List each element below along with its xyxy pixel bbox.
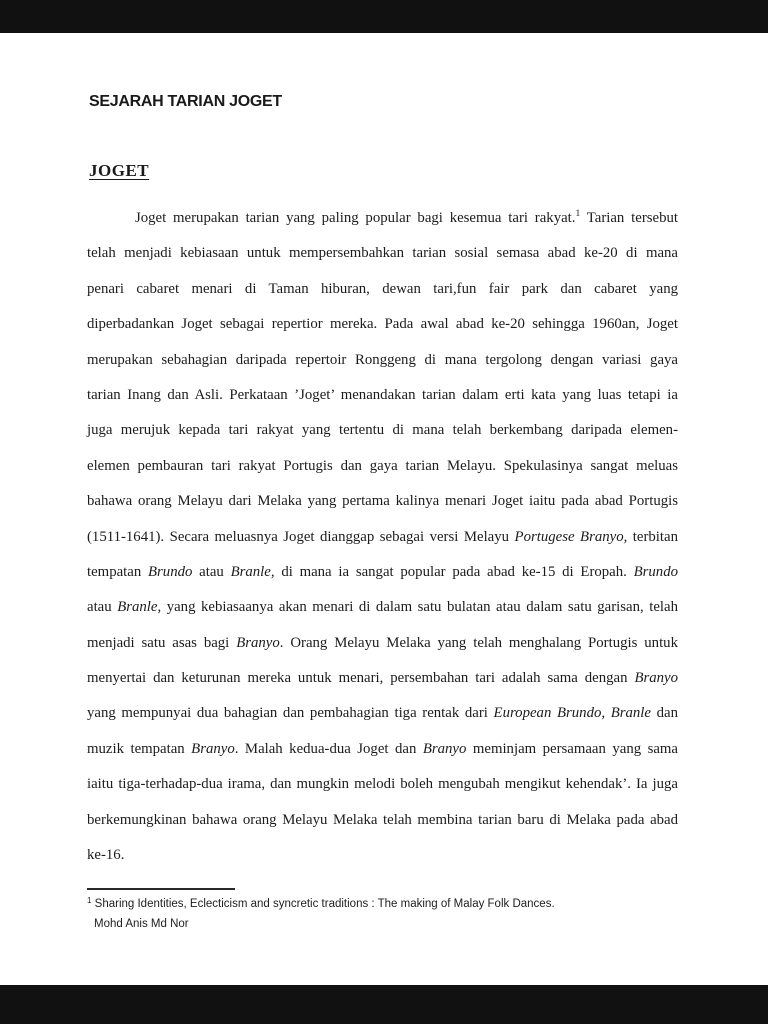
italic-text: Brundo: [633, 563, 679, 580]
footnote-marker: 1: [87, 896, 92, 905]
text-segment: yang mempunyai dua bahagian dan pembahagian tiga rentak dari: [87, 705, 494, 722]
text-line: [87, 803, 678, 838]
text-line: [87, 201, 678, 236]
text-segment: . Malah kedua-dua Joget dan: [234, 740, 423, 757]
italic-text: Branle,: [117, 599, 162, 616]
text-line: [87, 413, 678, 448]
text-segment: tarian Inang dan Asli. Perkataan ’Joget’ menandakan tarian dalam erti kata yang luas tetapi ia: [87, 386, 678, 403]
text-line: [87, 661, 678, 696]
text-line: [87, 696, 678, 731]
italic-text: Branle,: [230, 563, 275, 580]
text-segment: terbitan: [627, 528, 678, 545]
footnote-author: Mohd Anis Md Nor: [94, 918, 189, 930]
text-segment: elemen pembauran tari rakyat Portugis dan gaya tarian Melayu. Spekulasinya sangat meluas: [87, 457, 678, 474]
text-segment: (1511-1641). Secara meluasnya Joget dianggap sebagai versi Melayu: [87, 528, 515, 545]
text-segment: yang kebiasaanya akan menari di dalam satu bulatan atau dalam satu garisan, telah: [161, 599, 678, 616]
text-segment: menyertai dan keturunan mereka untuk menari, persembahan tari adalah sama dengan: [87, 670, 635, 687]
text-line: [87, 449, 678, 484]
text-line: [87, 732, 678, 767]
text-line: [87, 307, 678, 342]
text-line: [87, 520, 678, 555]
text-segment: merupakan sebahagian daripada repertoir Ronggeng di mana tergolong dengan variasi gaya: [87, 351, 678, 368]
section-heading-joget: JOGET: [89, 161, 150, 180]
italic-text: Branyo: [191, 740, 235, 757]
text-segment: atau: [87, 599, 118, 616]
text-line: [87, 236, 678, 271]
footnote-separator: [87, 888, 235, 890]
footnote-citation-text: Sharing Identities, Eclecticism and syncretic traditions : The making of Malay Folk Dances.: [94, 898, 555, 910]
text-segment: Tarian tersebut: [580, 210, 678, 226]
text-segment: bahawa orang Melayu dari Melaka yang pertama kalinya menari Joget iaitu pada abad Portugis: [87, 493, 678, 510]
italic-text: Branyo: [422, 740, 467, 757]
text-segment: penari cabaret menari di Taman hiburan, dewan tari,fun fair park dan cabaret yang: [87, 280, 678, 297]
text-segment: dan: [650, 705, 678, 722]
italic-text: Branyo: [236, 634, 280, 651]
footnote-reference: 1: [575, 209, 581, 219]
footnote-citation: [87, 894, 687, 914]
text-segment: di mana ia sangat popular pada abad ke-15 di Eropah.: [274, 563, 634, 580]
text-line: [87, 626, 678, 661]
text-line: [87, 767, 678, 802]
text-segment: diperbadankan Joget sebagai repertior mereka. Pada awal abad ke-20 sehingga 1960an, Joget: [87, 316, 678, 333]
italic-text: European Brundo, Branle: [493, 705, 651, 722]
text-line: [87, 555, 678, 590]
text-segment: Joget merupakan tarian yang paling popular bagi kesemua tari rakyat.: [135, 210, 576, 226]
text-segment: telah menjadi kebiasaan untuk mempersembahkan tarian sosial semasa abad ke-20 di mana: [87, 245, 678, 262]
text-segment: iaitu tiga-terhadap-dua irama, dan mungkin melodi boleh mengubah mengikut kehendak’. Ia juga: [87, 776, 678, 793]
text-segment: atau: [192, 563, 231, 580]
footnote: [87, 894, 687, 934]
italic-text: Branyo: [634, 670, 678, 687]
text-line: [87, 590, 678, 625]
text-line: [87, 378, 678, 413]
text-segment: tempatan: [87, 563, 148, 580]
text-segment: berkemungkinan bahawa orang Melayu Melaka telah membina tarian baru di Melaka pada abad: [87, 811, 678, 828]
italic-text: Portugese Branyo,: [514, 528, 628, 545]
text-segment: muzik tempatan: [87, 740, 192, 757]
text-line: [87, 343, 678, 378]
italic-text: Brundo: [148, 563, 193, 580]
text-segment: juga merujuk kepada tari rakyat yang tertentu di mana telah berkembang daripada elemen-: [87, 422, 678, 439]
paragraph: [87, 201, 678, 873]
document-title: SEJARAH TARIAN JOGET: [89, 93, 282, 110]
text-segment: meminjam persamaan yang sama: [466, 740, 678, 757]
text-line: [87, 838, 678, 873]
text-line: [87, 272, 678, 307]
text-segment: menjadi satu asas bagi: [87, 634, 237, 651]
text-segment: . Orang Melayu Melaka yang telah menghalang Portugis untuk: [279, 634, 678, 651]
text-segment: ke-16.: [87, 847, 125, 864]
text-line: [87, 484, 678, 519]
document-page: [0, 33, 768, 985]
